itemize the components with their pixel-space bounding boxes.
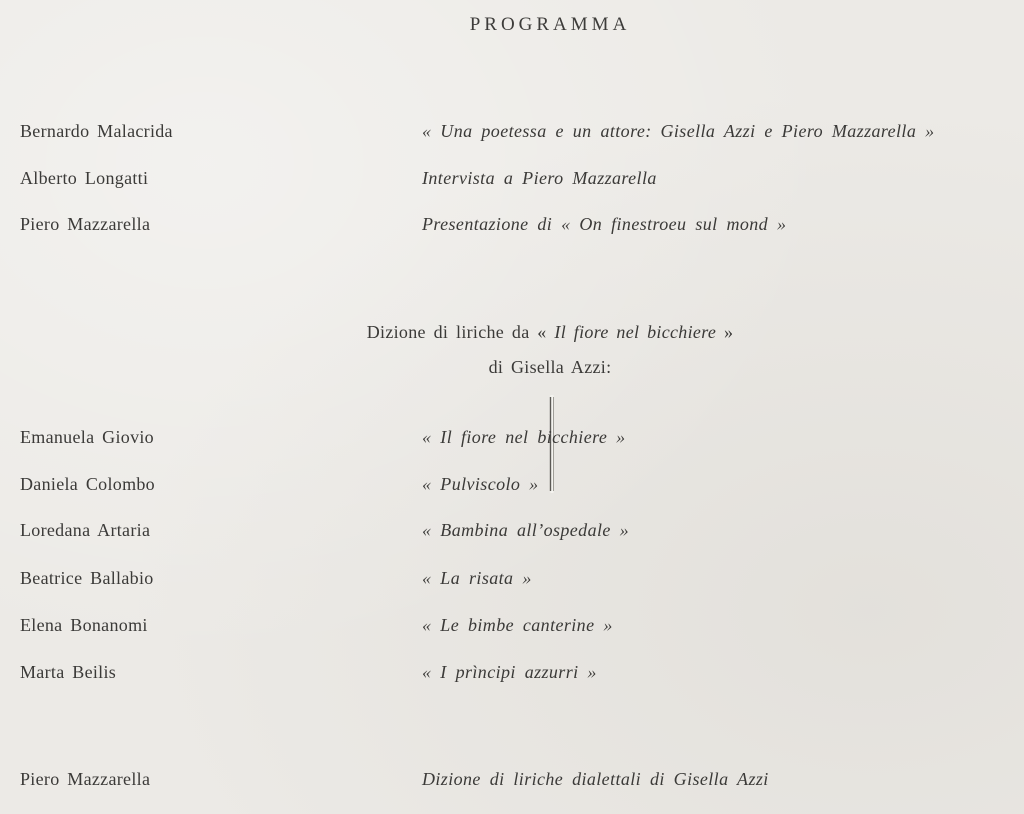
- performer-name: Emanuela Giovio: [20, 427, 154, 447]
- work-title: « Bambina all’ospedale »: [422, 520, 630, 540]
- program-row: [0, 214, 1024, 242]
- program-row: [0, 474, 1024, 502]
- program-row: [0, 168, 1024, 196]
- work-title: « La risata »: [422, 568, 532, 588]
- performer-name: Loredana Artaria: [20, 520, 151, 540]
- work-title: Intervista a Piero Mazzarella: [422, 168, 657, 188]
- program-row: [0, 615, 1024, 643]
- work-title: Dizione di liriche dialettali di Gisella Azzi: [422, 769, 769, 789]
- performer-name: Piero Mazzarella: [20, 769, 151, 789]
- performer-name: Bernardo Malacrida: [20, 121, 173, 141]
- dizione-heading-suffix: »: [723, 322, 734, 342]
- program-row: [0, 121, 1024, 149]
- performer-name: Elena Bonanomi: [20, 615, 148, 635]
- performer-name: Daniela Colombo: [20, 474, 155, 494]
- work-title: Presentazione di « On finestroeu sul mond »: [422, 214, 787, 234]
- performer-name: Alberto Longatti: [20, 168, 149, 188]
- work-title: « I prìncipi azzurri »: [422, 662, 597, 682]
- program-row: [0, 427, 1024, 455]
- program-row: [0, 662, 1024, 690]
- dizione-heading: [0, 322, 1024, 343]
- work-title: « Il fiore nel bicchiere »: [422, 427, 626, 447]
- program-row: [0, 568, 1024, 596]
- performer-name: Beatrice Ballabio: [20, 568, 154, 588]
- performer-name: Piero Mazzarella: [20, 214, 151, 234]
- work-title: « Pulviscolo »: [422, 474, 539, 494]
- program-row: [0, 769, 1024, 797]
- performer-name: Marta Beilis: [20, 662, 117, 682]
- page-title: PROGRAMMA: [469, 14, 631, 35]
- work-title: « Le bimbe canterine »: [422, 615, 613, 635]
- dizione-author: di Gisella Azzi:: [488, 357, 612, 377]
- work-title: « Una poetessa e un attore: Gisella Azzi e Piero Mazzarella »: [422, 121, 935, 141]
- dizione-book-title: Il fiore nel bicchiere: [554, 322, 717, 342]
- program-row: [0, 520, 1024, 548]
- dizione-heading-prefix: Dizione di liriche da «: [366, 322, 547, 342]
